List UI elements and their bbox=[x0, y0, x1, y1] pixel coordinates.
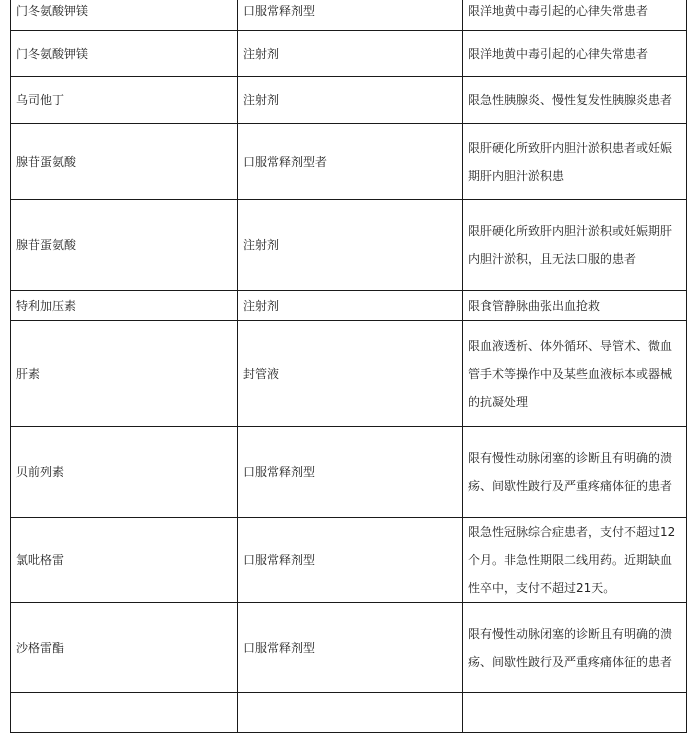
drug-restriction-table bbox=[10, 0, 687, 733]
dosage-form-cell: 注射剂 bbox=[238, 200, 463, 291]
dosage-form-cell: 口服常释剂型 bbox=[238, 0, 463, 31]
restriction-cell: 限洋地黄中毒引起的心律失常患者 bbox=[463, 0, 687, 31]
drug-name-cell: 沙格雷酯 bbox=[11, 603, 238, 693]
drug-name-cell: 乌司他丁 bbox=[11, 77, 238, 124]
restriction-cell bbox=[463, 693, 687, 733]
dosage-form-cell: 注射剂 bbox=[238, 31, 463, 77]
drug-name-cell: 氯吡格雷 bbox=[11, 518, 238, 603]
drug-name-cell: 腺苷蛋氨酸 bbox=[11, 124, 238, 200]
table-row bbox=[11, 603, 687, 693]
table-container bbox=[10, 0, 686, 733]
drug-name-cell: 门冬氨酸钾镁 bbox=[11, 0, 238, 31]
drug-name-cell: 腺苷蛋氨酸 bbox=[11, 200, 238, 291]
drug-name-cell: 门冬氨酸钾镁 bbox=[11, 31, 238, 77]
table-row bbox=[11, 518, 687, 603]
table-row bbox=[11, 0, 687, 31]
restriction-cell: 限洋地黄中毒引起的心律失常患者 bbox=[463, 31, 687, 77]
table-row bbox=[11, 200, 687, 291]
restriction-cell: 限急性胰腺炎、慢性复发性胰腺炎患者 bbox=[463, 77, 687, 124]
table-row bbox=[11, 77, 687, 124]
dosage-form-cell: 口服常释剂型 bbox=[238, 427, 463, 518]
restriction-cell: 限有慢性动脉闭塞的诊断且有明确的溃疡、间歇性跛行及严重疼痛体征的患者 bbox=[463, 603, 687, 693]
dosage-form-cell: 口服常释剂型者 bbox=[238, 124, 463, 200]
dosage-form-cell: 口服常释剂型 bbox=[238, 603, 463, 693]
dosage-form-cell: 注射剂 bbox=[238, 291, 463, 321]
table-row bbox=[11, 31, 687, 77]
drug-name-cell: 肝素 bbox=[11, 321, 238, 427]
table-row bbox=[11, 427, 687, 518]
restriction-cell: 限血液透析、体外循环、导管术、微血管手术等操作中及某些血液标本或器械的抗凝处理 bbox=[463, 321, 687, 427]
drug-name-cell: 特利加压素 bbox=[11, 291, 238, 321]
restriction-cell: 限急性冠脉综合症患者，支付不超过12个月。非急性期限二线用药。近期缺血性卒中，支付不超过21天。 bbox=[463, 518, 687, 603]
table-row bbox=[11, 124, 687, 200]
dosage-form-cell: 封管液 bbox=[238, 321, 463, 427]
dosage-form-cell: 注射剂 bbox=[238, 77, 463, 124]
dosage-form-cell bbox=[238, 693, 463, 733]
table-row bbox=[11, 693, 687, 733]
table-row bbox=[11, 291, 687, 321]
restriction-cell: 限有慢性动脉闭塞的诊断且有明确的溃疡、间歇性跛行及严重疼痛体征的患者 bbox=[463, 427, 687, 518]
table-row bbox=[11, 321, 687, 427]
drug-name-cell bbox=[11, 693, 238, 733]
restriction-cell: 限肝硬化所致肝内胆汁淤积或妊娠期肝内胆汁淤积，且无法口服的患者 bbox=[463, 200, 687, 291]
restriction-cell: 限肝硬化所致肝内胆汁淤积患者或妊娠期肝内胆汁淤积患 bbox=[463, 124, 687, 200]
drug-name-cell: 贝前列素 bbox=[11, 427, 238, 518]
dosage-form-cell: 口服常释剂型 bbox=[238, 518, 463, 603]
restriction-cell: 限食管静脉曲张出血抢救 bbox=[463, 291, 687, 321]
